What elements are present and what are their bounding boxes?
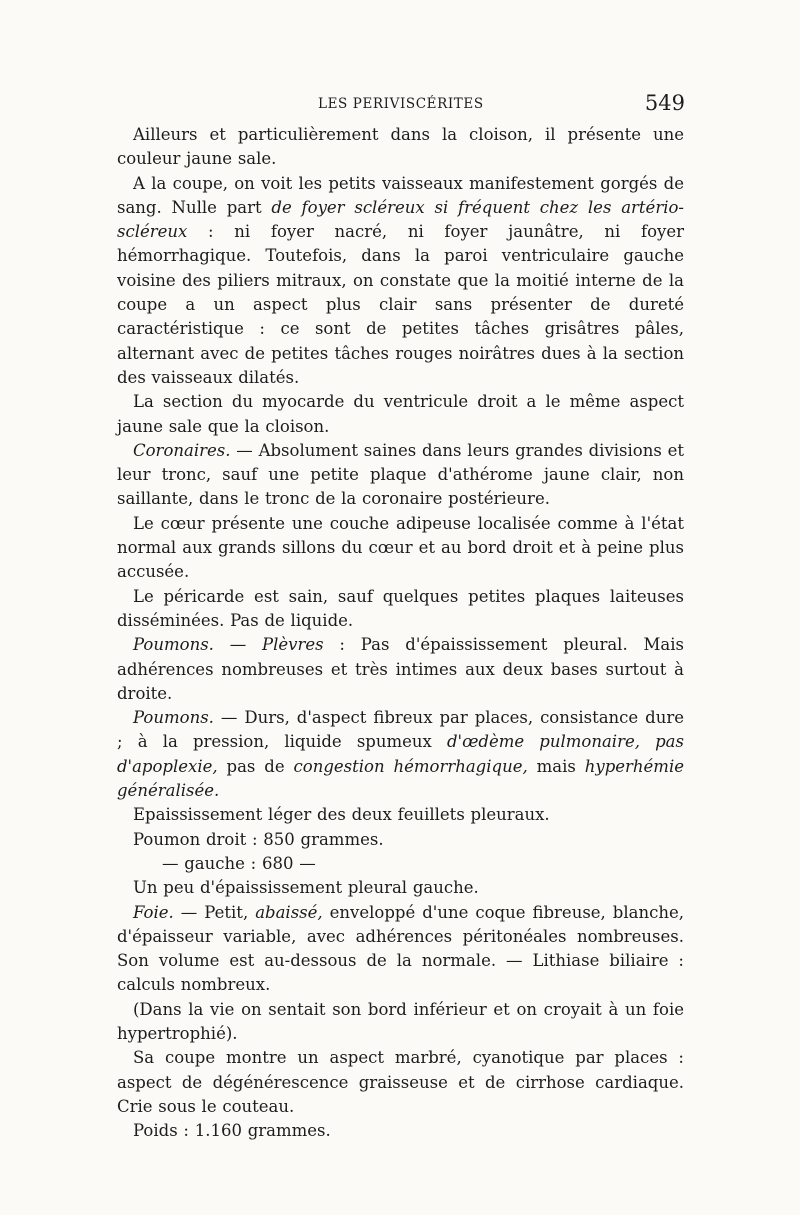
- body-text: [117, 123, 684, 1143]
- paragraph-ventricule-droit: La section du myocarde du ventricule droit a le même aspect jaune sale que la cloison.: [117, 392, 684, 436]
- text-span: — Absolument saines dans leurs grandes divisions et leur tronc, sauf une petite plaque d'athérome jaune clair, non saillante, dans le tronc de la coronaire postérieure.: [117, 440, 684, 509]
- paragraph-plevres: [117, 633, 684, 706]
- text-span: : ni foyer nacré, ni foyer jaunâtre, ni foyer hémorrhagique. Toutefois, dans la paroi ventriculaire gauche voisine des piliers mitraux, on constate que la moitié interne de la coupe a un aspect plus clair sans présenter de dureté caractéristique : ce sont de petites tâches grisâtres pâles, alternant avec de petites tâches rouges noirâtres dues à la section des vaisseaux dilatés.: [117, 222, 684, 387]
- paragraph-coeur: Le cœur présente une couche adipeuse localisée comme à l'état normal aux grands sillons du cœur et au bord droit et à peine plus accusée.: [117, 513, 684, 582]
- italic-span: abaissé,: [255, 902, 323, 922]
- paragraph-coronaires: [117, 439, 684, 512]
- section-heading-coronaires: Coronaires.: [133, 440, 231, 460]
- line-poumon-gauche: — gauche : 680 —: [162, 853, 316, 873]
- line-epaississement: Epaississement léger des deux feuillets pleuraux.: [133, 805, 550, 825]
- text-span: A la coupe, on voit les petits vaisseaux manifestement gorgés de sang. Nulle part: [117, 173, 684, 217]
- paragraph-vie: (Dans la vie on sentait son bord inférieur et on croyait à un foie hypertrophié).: [117, 999, 684, 1043]
- paragraph-pericarde: Le péricarde est sain, sauf quelques petites plaques laiteuses disséminées. Pas de liquide.: [117, 586, 684, 630]
- running-title: LES PERIVISCÉRITES: [318, 96, 484, 112]
- text-span: mais: [527, 756, 585, 776]
- paragraph-coupe: [117, 172, 684, 391]
- section-heading-foie: Foie.: [133, 902, 174, 922]
- italic-span: congestion hémorrhagique,: [293, 756, 528, 776]
- line-poids: Poids : 1.160 grammes.: [133, 1121, 331, 1141]
- italic-span: d'œdème pulmonaire, pas d'apoplexie,: [117, 732, 684, 776]
- italic-span: de foyer scléreux si fréquent chez les artério-scléreux: [117, 197, 684, 242]
- page-number: 549: [644, 91, 685, 115]
- text-span: : Pas d'épaississement pleural. Mais adhérences nombreuses et très intimes aux deux bases surtout à droite.: [117, 635, 684, 703]
- running-head: [0, 91, 800, 118]
- text-span: — Durs, d'aspect fibreux par places, consistance dure ; à la pression, liquide spumeux: [117, 708, 684, 752]
- paragraph-cloison: Ailleurs et particulièrement dans la cloison, il présente une couleur jaune sale.: [117, 125, 684, 169]
- text-span: enveloppé d'une coque fibreuse, blanche, d'épaisseur variable, avec adhérences péritonéales nombreuses. Son volume est au-dessous de la normale. — Lithiase biliaire : calculs nombreux.: [117, 902, 684, 995]
- paragraph-poumons: [117, 706, 684, 803]
- italic-span: hyperhémie généralisée.: [117, 756, 684, 801]
- line-poumon-droit: Poumon droit : 850 grammes.: [133, 829, 384, 849]
- text-span: pas de: [217, 756, 294, 776]
- section-heading-plevres: Poumons. — Plèvres: [133, 635, 324, 655]
- section-heading-poumons: Poumons.: [133, 708, 214, 728]
- paragraph-coupe-foie: Sa coupe montre un aspect marbré, cyanotique par places : aspect de dégénérescence graisseuse et de cirrhose cardiaque. Crie sous le couteau.: [117, 1048, 684, 1116]
- text-span: — Petit,: [173, 902, 256, 922]
- paragraph-foie: [117, 901, 684, 998]
- line-pleural-gauche: Un peu d'épaississement pleural gauche.: [133, 878, 479, 898]
